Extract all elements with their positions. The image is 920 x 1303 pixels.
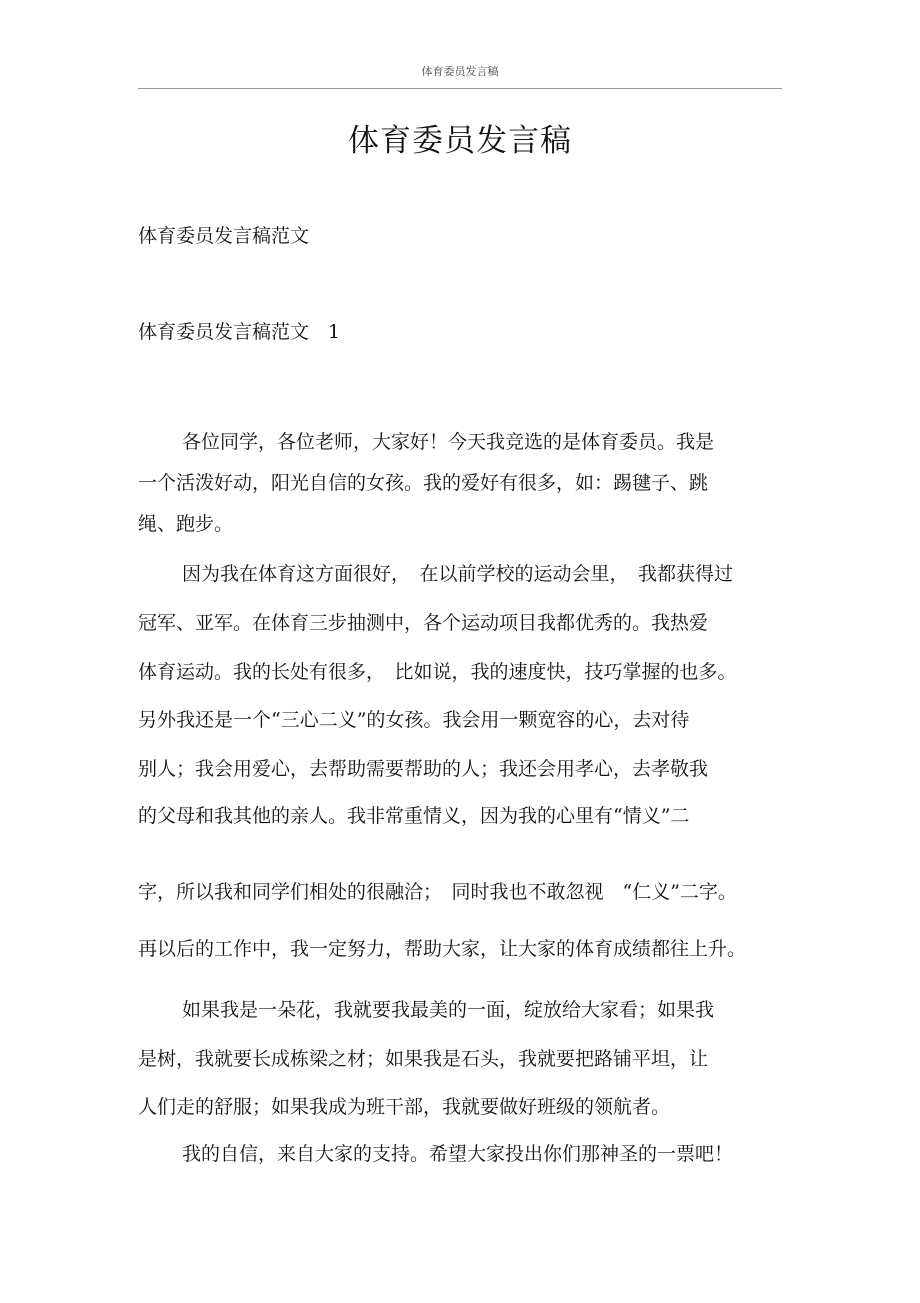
document-subtitle: 体育委员发言稿范文	[138, 225, 310, 247]
paragraph-line: 绳、跑步。	[138, 513, 234, 535]
paragraph-line: 如果我是一朵花，我就要我最美的一面，绽放给大家看；如果我	[182, 999, 715, 1021]
paragraph-line: 我的自信，来自大家的支持。希望大家投出你们那神圣的一票吧！	[182, 1143, 734, 1165]
paragraph-line: 别人；我会用爱心，去帮助需要帮助的人；我还会用孝心，去孝敬我	[138, 758, 709, 780]
paragraph-line: 的父母和我其他的亲人。我非常重情义，因为我的心里有“情义”二	[138, 805, 690, 827]
paragraph-line: 是树，我就要长成栋梁之材；如果我是石头，我就要把路铺平坦，让	[138, 1048, 709, 1070]
paragraph-line: 一个活泼好动，阳光自信的女孩。我的爱好有很多，如：踢毽子、跳	[138, 472, 709, 494]
running-header: 体育委员发言稿	[421, 65, 499, 78]
paragraph-line: 字，所以我和同学们相处的很融洽； 同时我也不敢忽视 “仁义”二字。	[138, 881, 737, 903]
paragraph-line: 另外我还是一个“三心二义”的女孩。我会用一颗宽容的心，去对待	[138, 709, 690, 731]
document-title: 体育委员发言稿	[348, 123, 572, 159]
paragraph-line: 各位同学，各位老师，大家好！今天我竞选的是体育委员。我是	[182, 431, 715, 453]
paragraph-line: 因为我在体育这方面很好， 在以前学校的运动会里， 我都获得过	[182, 563, 734, 585]
section-heading: 体育委员发言稿范文 1	[138, 321, 341, 343]
paragraph-line: 人们走的舒服；如果我成为班干部，我就要做好班级的领航者。	[138, 1096, 671, 1118]
paragraph-line: 再以后的工作中，我一定努力，帮助大家，让大家的体育成绩都往上升。	[138, 938, 747, 960]
header-divider	[138, 88, 782, 89]
paragraph-line: 冠军、亚军。在体育三步抽测中，各个运动项目我都优秀的。我热爱	[138, 612, 709, 634]
paragraph-line: 体育运动。我的长处有很多， 比如说，我的速度快，技巧掌握的也多。	[138, 661, 737, 683]
